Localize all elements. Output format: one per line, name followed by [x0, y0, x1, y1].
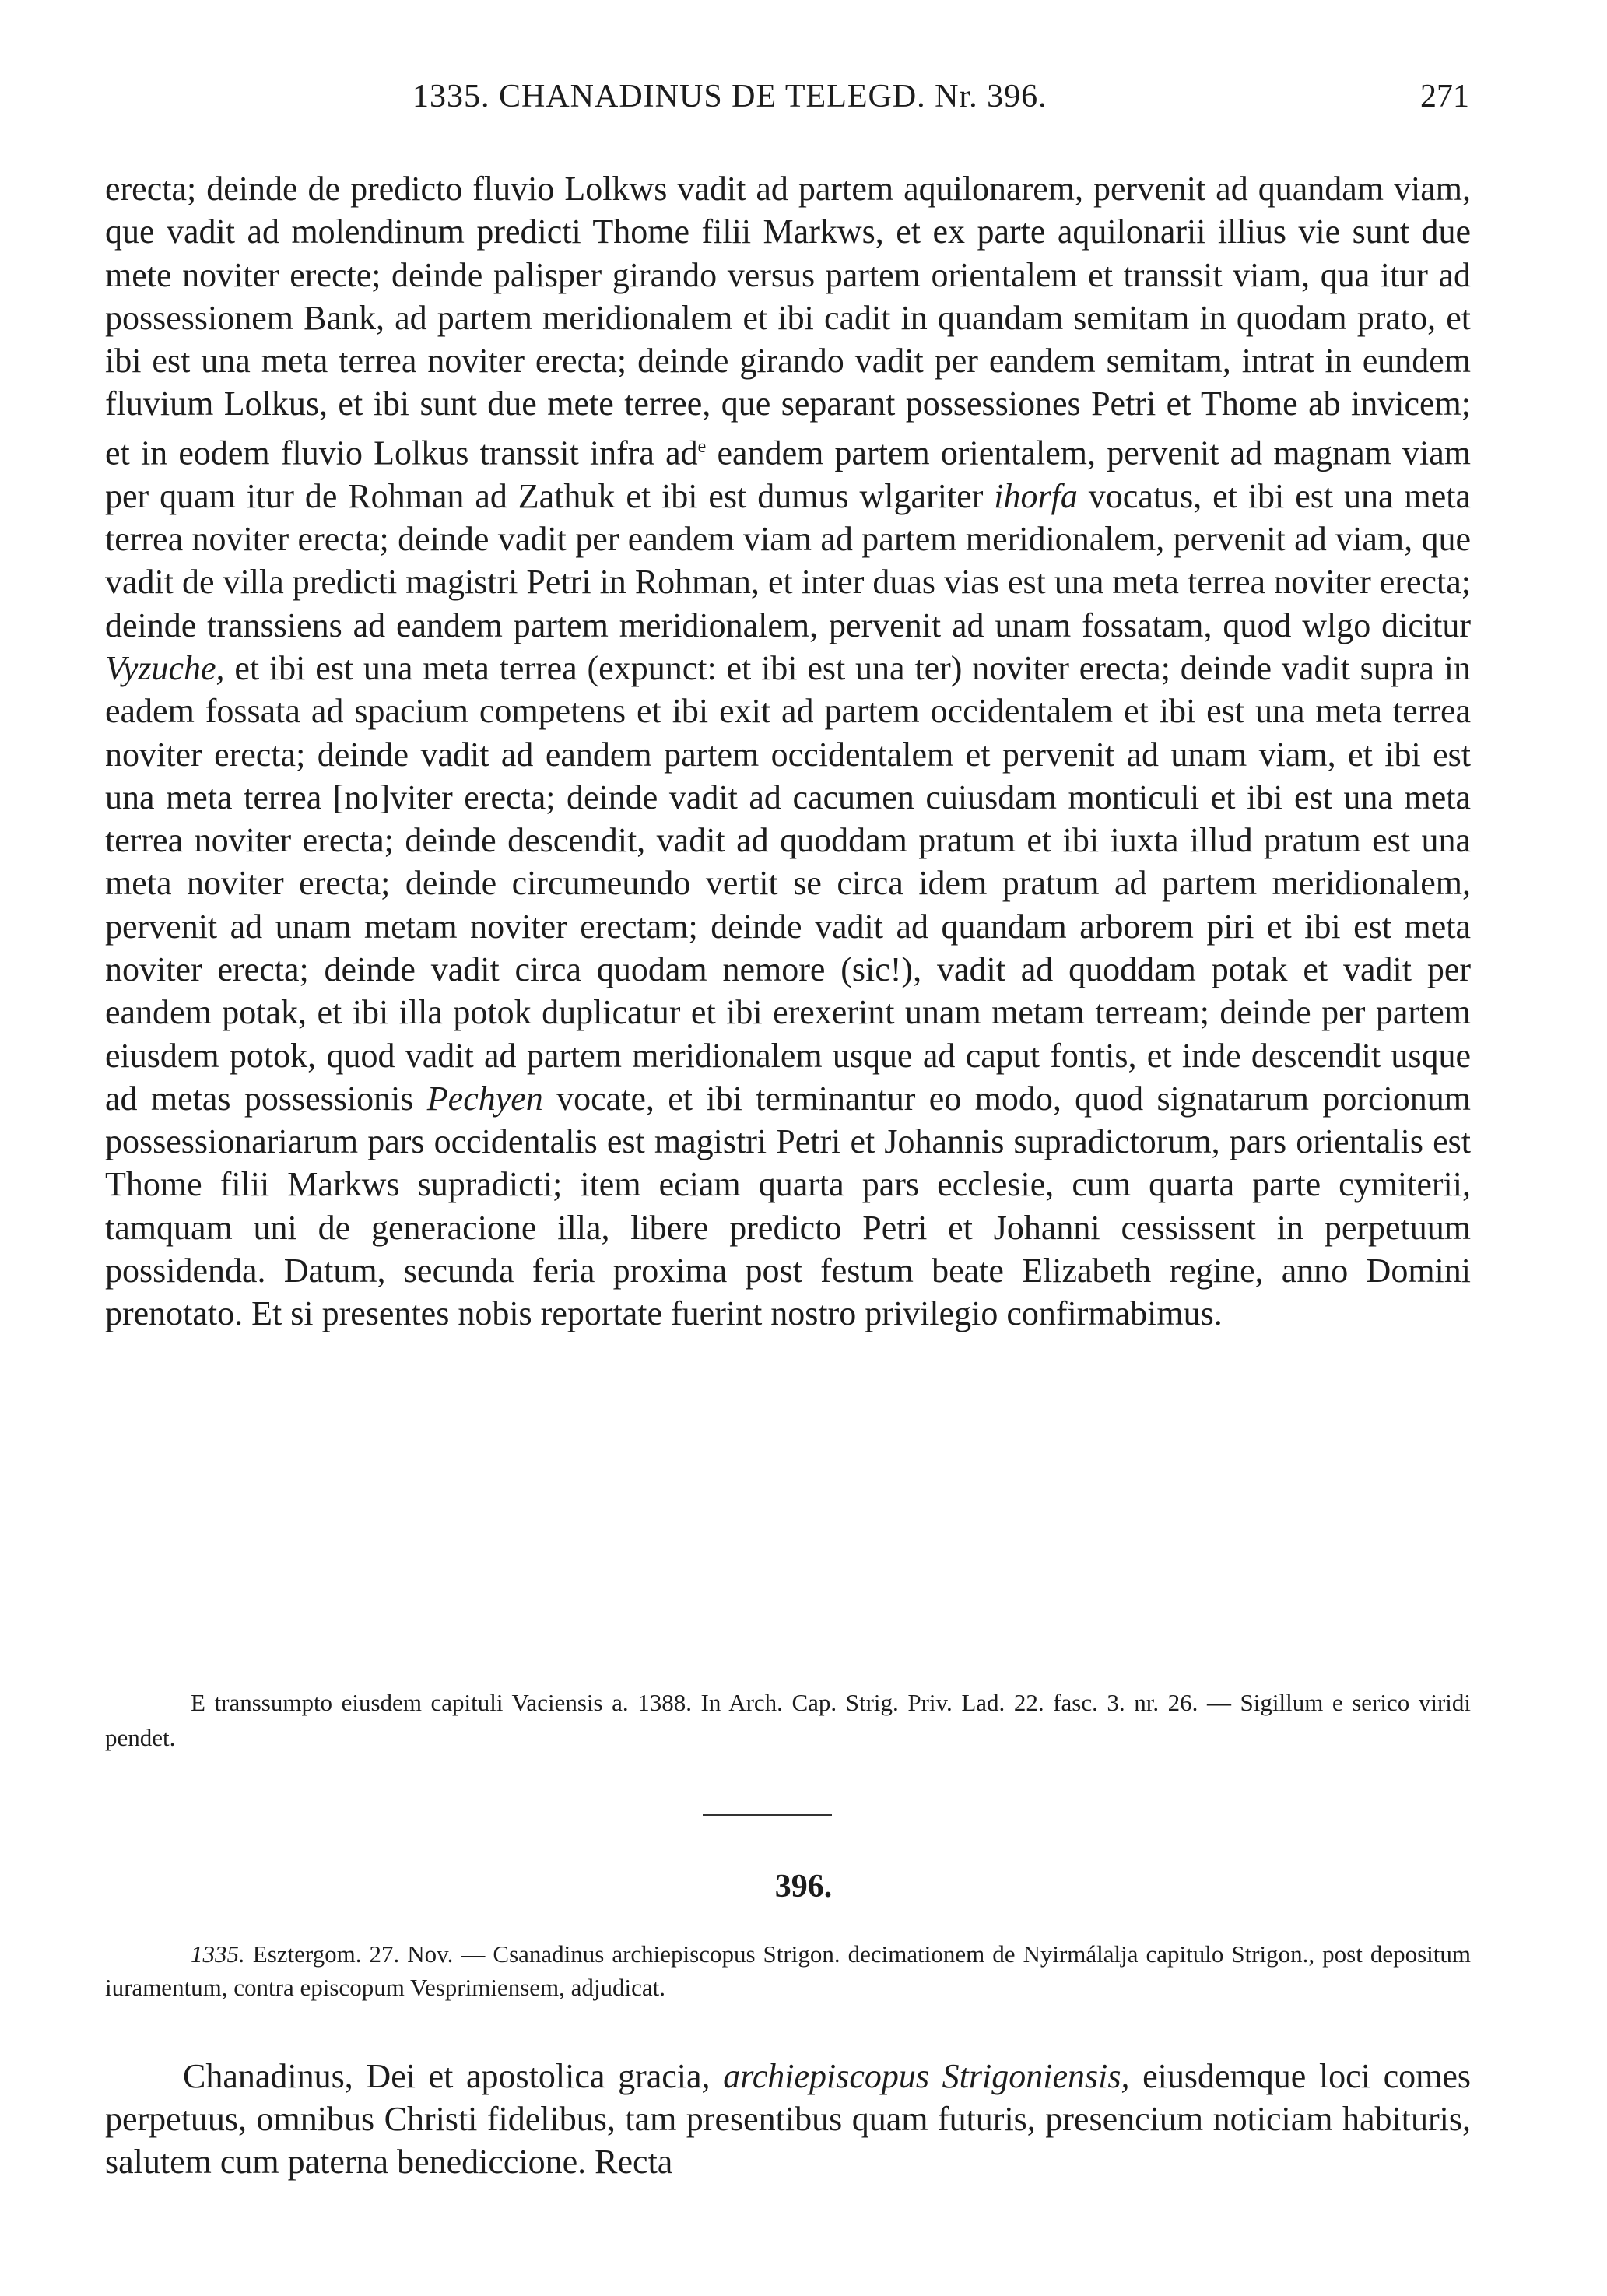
- superscript-e: e: [697, 436, 707, 457]
- italic-term-vyzuche: Vyzuche,: [105, 648, 225, 687]
- regest-text: [105, 1937, 1471, 2004]
- section-divider: [703, 1814, 832, 1816]
- charter-text-part-4: et ibi est una meta terrea (expunct: et ibi est una ter) noviter erecta; deinde vadit supra in eadem fossata ad spacium competens et ibi exit ad partem occidentalem et ibi est una meta terrea noviter erecta; deinde vadit ad eandem partem occidentalem et pervenit ad unam viam, et ibi est una meta terrea [no]viter erecta; deinde vadit ad cacumen cuiusdam monticuli et ibi est una meta terrea noviter erecta; deinde descendit, vadit ad quoddam pratum et ibi iuxta illud pratum est una meta noviter erecta; deinde circumeundo vertit se circa idem pratum ad partem meridionalem, pervenit ad unam metam noviter erectam; deinde vadit ad quandam arborem piri et ibi est meta noviter erecta; deinde vadit circa quodam nemore (sic!), vadit ad quoddam potak et vadit per eandem potak, et ibi illa potok duplicatur et ibi erexerint unam metam terream; deinde per partem eiusdem potok, quod vadit ad partem meridionalem usque ad caput fontis, et inde descendit usque ad metas possessionis: [105, 648, 1471, 1118]
- charter-text-part-5: vocate, et ibi terminantur eo modo, quod signatarum porcionum possessionariarum pars occidentalis est magistri Petri et Johannis supradictorum, pars orientalis est Thome filii Markws supradicti; item eciam quarta pars ecclesie, cum quarta parte cymiterii, tamquam uni de generacione illa, libere predicto Petri et Johanni cessissent in perpetuum possidenda. Datum, secunda feria proxima post festum beate Elizabeth regine, anno Domini prenotato. Et si presentes nobis reportate fuerint nostro privilegio confirmabimus.: [105, 1079, 1471, 1333]
- charter-text: [105, 167, 1471, 1336]
- page-number: 271: [1420, 79, 1469, 114]
- regest-body: Esztergom. 27. Nov. — Csanadinus archiepiscopus Strigon. decimationem de Nyirmálalja capitulo Strigon., post depositum iuramentum, contra episcopum Vesprimiensem, adjudicat.: [105, 1940, 1471, 2001]
- opening-italic-title: archiepiscopus Strigoniensis,: [723, 2057, 1130, 2095]
- opening-part-1: Chanadinus, Dei et apostolica gracia,: [183, 2057, 724, 2095]
- source-note-text: E transsumpto eiusdem capituli Vaciensis a. 1388. In Arch. Cap. Strig. Priv. Lad. 22. fasc. 3. nr. 26. — Sigillum e serico viridi pendet.: [105, 1689, 1471, 1751]
- opening-paragraph: [105, 2055, 1471, 2183]
- running-head: [0, 78, 1607, 132]
- italic-term-ihorfa: ihorfa: [994, 476, 1078, 515]
- charter-text-part-2: eandem partem orientalem, pervenit ad magnam viam per quam itur de Rohman ad Zathuk et ibi est dumus wlgariter: [105, 434, 1471, 515]
- italic-place-pechyen: Pechyen: [426, 1079, 543, 1118]
- charter-opening: [105, 2055, 1471, 2183]
- regest-year: 1335.: [191, 1940, 245, 1968]
- document-number: 396.: [774, 1869, 833, 1905]
- opening-part-2: eiusdemque loci comes perpetuus, omnibus Christi fidelibus, tam presentibus quam futuris, presencium noticiam habituris, salutem cum paterna benediccione. Recta: [105, 2057, 1472, 2181]
- charter-text-part-1: erecta; deinde de predicto fluvio Lolkws vadit ad partem aquilonarem, pervenit ad quandam viam, que vadit ad molendinum predicti Thome filii Markws, et ex parte aquilonarii illius vie sunt due mete noviter erecte; deinde palisper girando versus partem orientalem et transsit viam, qua itur ad possessionem Bank, ad partem meridionalem et ibi cadit in quandam semitam in quodam prato, et ibi est una meta terrea noviter erecta; deinde girando vadit per eandem semitam, intrat in eundem fluvium Lolkus, et ibi sunt due mete terree, que separant possessiones Petri et Thome ab invicem; et in eodem fluvio Lolkus transsit infra ad: [105, 170, 1471, 472]
- running-title: 1335. CHANADINUS DE TELEGD. Nr. 396.: [412, 79, 1047, 114]
- regest: [105, 1937, 1471, 2004]
- charter-text-part-3: vocatus, et ibi est una meta terrea noviter erecta; deinde vadit per eandem viam ad partem meridionalem, pervenit ad viam, que vadit de villa predicti magistri Petri in Rohman, et inter duas vias est una meta terrea noviter erecta; deinde transsiens ad eandem partem meridionalem, pervenit ad unam fossatam, quod wlgo dicitur: [105, 476, 1471, 644]
- source-note: [105, 1685, 1471, 1755]
- charter-paragraph: [105, 167, 1471, 1336]
